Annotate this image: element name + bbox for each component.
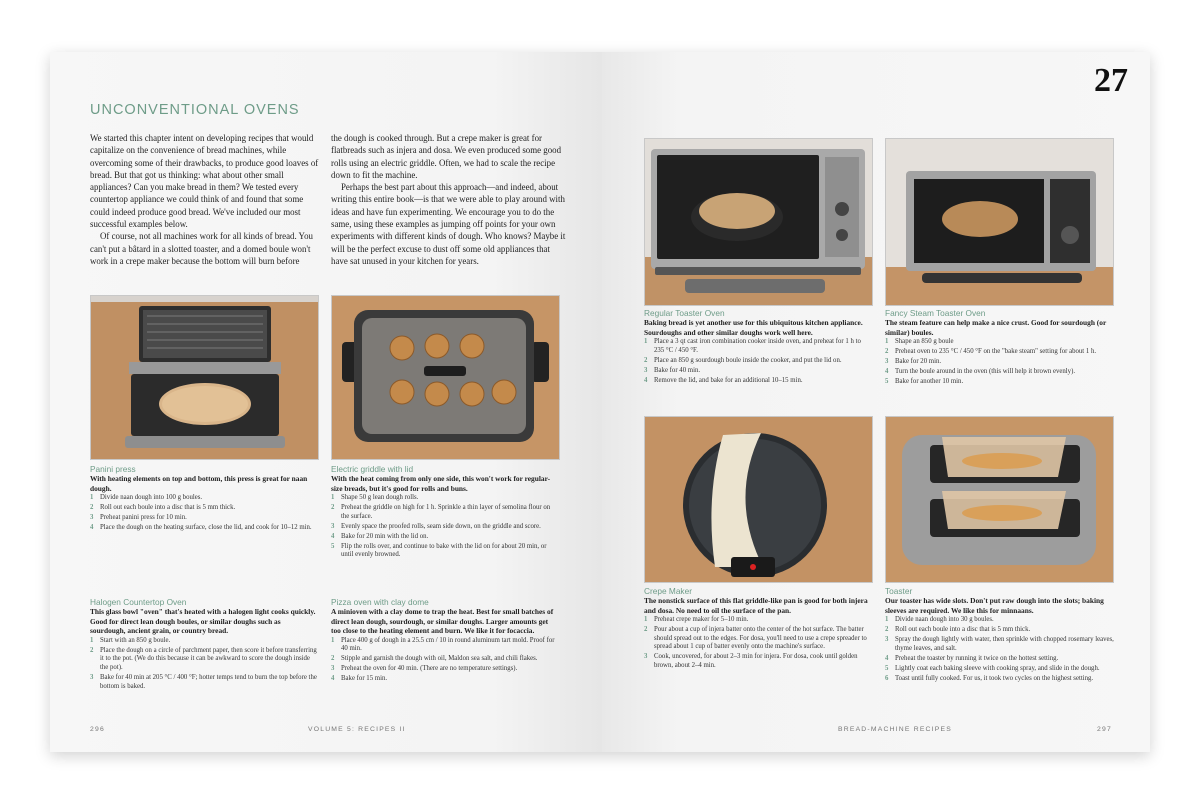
intro-paragraph: the dough is cooked through. But a crepe maker is great for flatbreads such as injera and dosa. We even produced some good rolls using an electric griddle. Often, we had to scale the recipe down to fit the machine. — [331, 133, 562, 180]
step-item: 2 Preheat the griddle on high for 1 h. Sprinkle a thin layer of semolina flour on the surface. — [331, 504, 551, 520]
steps-list — [885, 616, 1115, 683]
regular-toaster-oven-photo — [644, 138, 873, 306]
step-item: 3 Spray the dough lightly with water, then sprinkle with chopped rosemary leaves, thyme leaves, and salt. — [885, 636, 1114, 652]
caption-title: Crepe Maker — [644, 586, 692, 596]
step-item: 2 Place an 850 g sourdough boule inside the cooker, and put the lid on. — [644, 356, 842, 364]
step-item: 3 Bake for 40 min. — [644, 366, 701, 374]
step-item: 4 Bake for 20 min with the lid on. — [331, 532, 429, 540]
caption-description: With heating elements on top and bottom, this press is great for naan dough. — [90, 474, 308, 493]
caption-title: Halogen Countertop Oven — [90, 597, 187, 607]
chapter-number: 27 — [1094, 62, 1128, 99]
caption-title: Electric griddle with lid — [331, 464, 414, 474]
step-item: 3 Evenly space the proofed rolls, seam side down, on the griddle and score. — [331, 522, 541, 530]
electric-griddle-photo — [331, 295, 560, 460]
step-item: 5 Flip the rolls over, and continue to bake with the lid on for about 20 min, or until evenly browned. — [331, 542, 547, 559]
intro-column-1 — [90, 132, 325, 267]
steam-toaster-oven-caption — [885, 308, 1112, 388]
step-item: 2 Pour about a cup of injera batter onto the center of the hot surface. The batter should spread out to the edges. For dosa, you'll need to use a crepe spreader to spread about 1 cup of batter evenly onto the machine's surface. — [644, 626, 867, 651]
toaster-caption — [885, 586, 1115, 685]
caption-description: The steam feature can help make a nice crust. Good for sourdough (or similar) boules. — [885, 318, 1107, 337]
caption-description: A minioven with a clay dome to trap the heat. Best for small batches of direct lean dough, sourdough, or similar doughs. Larger amounts get too close to the heating element and burn. We like it for focaccia. — [331, 607, 554, 636]
caption-title: Toaster — [885, 586, 913, 596]
halogen-oven-caption — [90, 597, 317, 693]
steps-list — [644, 616, 872, 670]
book-spread — [50, 52, 1150, 752]
regular-toaster-oven-caption — [644, 308, 871, 387]
step-item: 2 Roll out each boule into a disc that is 5 mm thick. — [885, 626, 1031, 634]
intro-paragraph: Perhaps the best part about this approach—and indeed, about writing this entire book—is that we were able to play around with ideas and have fun experimenting. We encourage you to do the same, using these examples as jumping off points for your own experiments with different kinds of dough. Who knows? Maybe it will be the perfect excuse to dust off some old appliances that have sat unused in your kitchen for years. — [331, 182, 566, 266]
caption-description: This glass bowl "oven" that's heated with a halogen light cooks quickly. Good for direct lean dough boules, or similar doughs such as sourdough, ancient grain, or country bread. — [90, 607, 316, 636]
steps-list — [644, 338, 871, 385]
panini-press-photo — [90, 295, 319, 460]
step-item: 3 Preheat panini press for 10 min. — [90, 514, 187, 522]
step-item: 1 Divide naan dough into 100 g boules. — [90, 494, 203, 502]
left-page — [50, 52, 602, 752]
panini-press-caption — [90, 464, 315, 534]
step-item: 1 Preheat crepe maker for 5–10 min. — [644, 616, 749, 624]
step-item: 3 Bake for 20 min. — [885, 358, 942, 366]
steps-list — [331, 637, 559, 684]
section-title: UNCONVENTIONAL OVENS — [90, 102, 300, 118]
caption-title: Panini press — [90, 464, 136, 474]
caption-description: Baking bread is yet another use for this ubiquitous kitchen appliance. Sourdoughs and other similar doughs work well here. — [644, 318, 863, 337]
right-page — [602, 52, 1150, 752]
steps-list — [885, 338, 1112, 387]
step-item: 5 Lightly coat each baking sleeve with cooking spray, and slide in the dough. — [885, 664, 1100, 672]
intro-paragraph: We started this chapter intent on developing recipes that would capitalize on the convenience of bread machines, while overcoming some of their drawbacks, to produce good loaves of bread. But that got us thinking: what about other small appliances? Can you make bread in them? We tested every countertop appliance we could think of and found that some could indeed produce good bread. We've included our most successful examples below. — [90, 133, 319, 230]
page-number: 297 — [1097, 726, 1112, 733]
caption-title: Pizza oven with clay dome — [331, 597, 429, 607]
crepe-maker-photo — [644, 416, 873, 583]
intro-paragraph: Of course, not all machines work for all kinds of bread. You can't put a bâtard in a slotted toaster, and a domed boule won't work in a crepe maker because the bottom will burn before — [90, 231, 313, 266]
caption-description: With the heat coming from only one side, this won't work for regular-size breads, but it's good for rolls and buns. — [331, 474, 551, 493]
running-footer: BREAD-MACHINE RECIPES — [838, 726, 952, 733]
step-item: 1 Shape an 850 g boule — [885, 338, 954, 346]
step-item: 2 Roll out each boule into a disc that is 5 mm thick. — [90, 504, 236, 512]
step-item: 1 Divide naan dough into 30 g boules. — [885, 616, 994, 624]
step-item: 3 Cook, uncovered, for about 2–3 min for injera. For dosa, cook until golden brown, about 2–4 min. — [644, 653, 858, 669]
step-item: 4 Preheat the toaster by running it twice on the hottest setting. — [885, 654, 1059, 662]
step-item: 2 Stipple and garnish the dough with oil, Maldon sea salt, and chili flakes. — [331, 655, 538, 663]
toaster-photo — [885, 416, 1114, 583]
electric-griddle-caption — [331, 464, 559, 561]
step-item: 2 Preheat oven to 235 °C / 450 °F on the "bake steam" setting for about 1 h. — [885, 348, 1097, 356]
pizza-oven-caption — [331, 597, 559, 685]
step-item: 1 Place a 3 qt cast iron combination cooker inside oven, and preheat for 1 h to 235 °C / 450 °F. — [644, 338, 861, 354]
caption-title: Regular Toaster Oven — [644, 308, 725, 318]
step-item: 4 Turn the boule around in the oven (this will help it brown evenly). — [885, 368, 1076, 376]
caption-title: Fancy Steam Toaster Oven — [885, 308, 986, 318]
steps-list — [90, 637, 317, 691]
step-item: 2 Place the dough on a circle of parchment paper, then score it before transferring it to the pot. (We do this because it can be awkward to score the dough inside the pot). — [90, 646, 317, 671]
crepe-maker-caption — [644, 586, 872, 672]
steps-list — [90, 494, 315, 533]
steps-list — [331, 494, 559, 560]
step-item: 1 Start with an 850 g boule. — [90, 636, 171, 644]
step-item: 4 Place the dough on the heating surface, close the lid, and cook for 10–12 min. — [90, 524, 312, 532]
steam-toaster-oven-photo — [885, 138, 1114, 306]
step-item: 1 Place 400 g of dough in a 25.5 cm / 10 in round aluminum tart mold. Proof for 40 min. — [331, 636, 555, 653]
step-item: 5 Bake for another 10 min. — [885, 378, 964, 386]
page-number: 296 — [90, 726, 105, 733]
caption-description: Our toaster has wide slots. Don't put raw dough into the slots; baking sleeves are required. We like this for minnaans. — [885, 596, 1104, 615]
step-item: 3 Bake for 40 min at 205 °C / 400 °F; hotter temps tend to burn the top before the bottom is baked. — [90, 673, 317, 690]
intro-column-2 — [331, 132, 566, 267]
step-item: 6 Toast until fully cooked. For us, it took two cycles on the highest setting. — [885, 674, 1094, 682]
step-item: 3 Preheat the oven for 40 min. (There are no temperature settings). — [331, 665, 518, 673]
running-footer: VOLUME 5: RECIPES II — [308, 726, 406, 733]
step-item: 4 Remove the lid, and bake for an additional 10–15 min. — [644, 376, 803, 384]
step-item: 4 Bake for 15 min. — [331, 675, 388, 683]
caption-description: The nonstick surface of this flat griddle-like pan is good for both injera and dosa. No need to oil the surface of the pan. — [644, 596, 868, 615]
step-item: 1 Shape 50 g lean dough rolls. — [331, 494, 419, 502]
